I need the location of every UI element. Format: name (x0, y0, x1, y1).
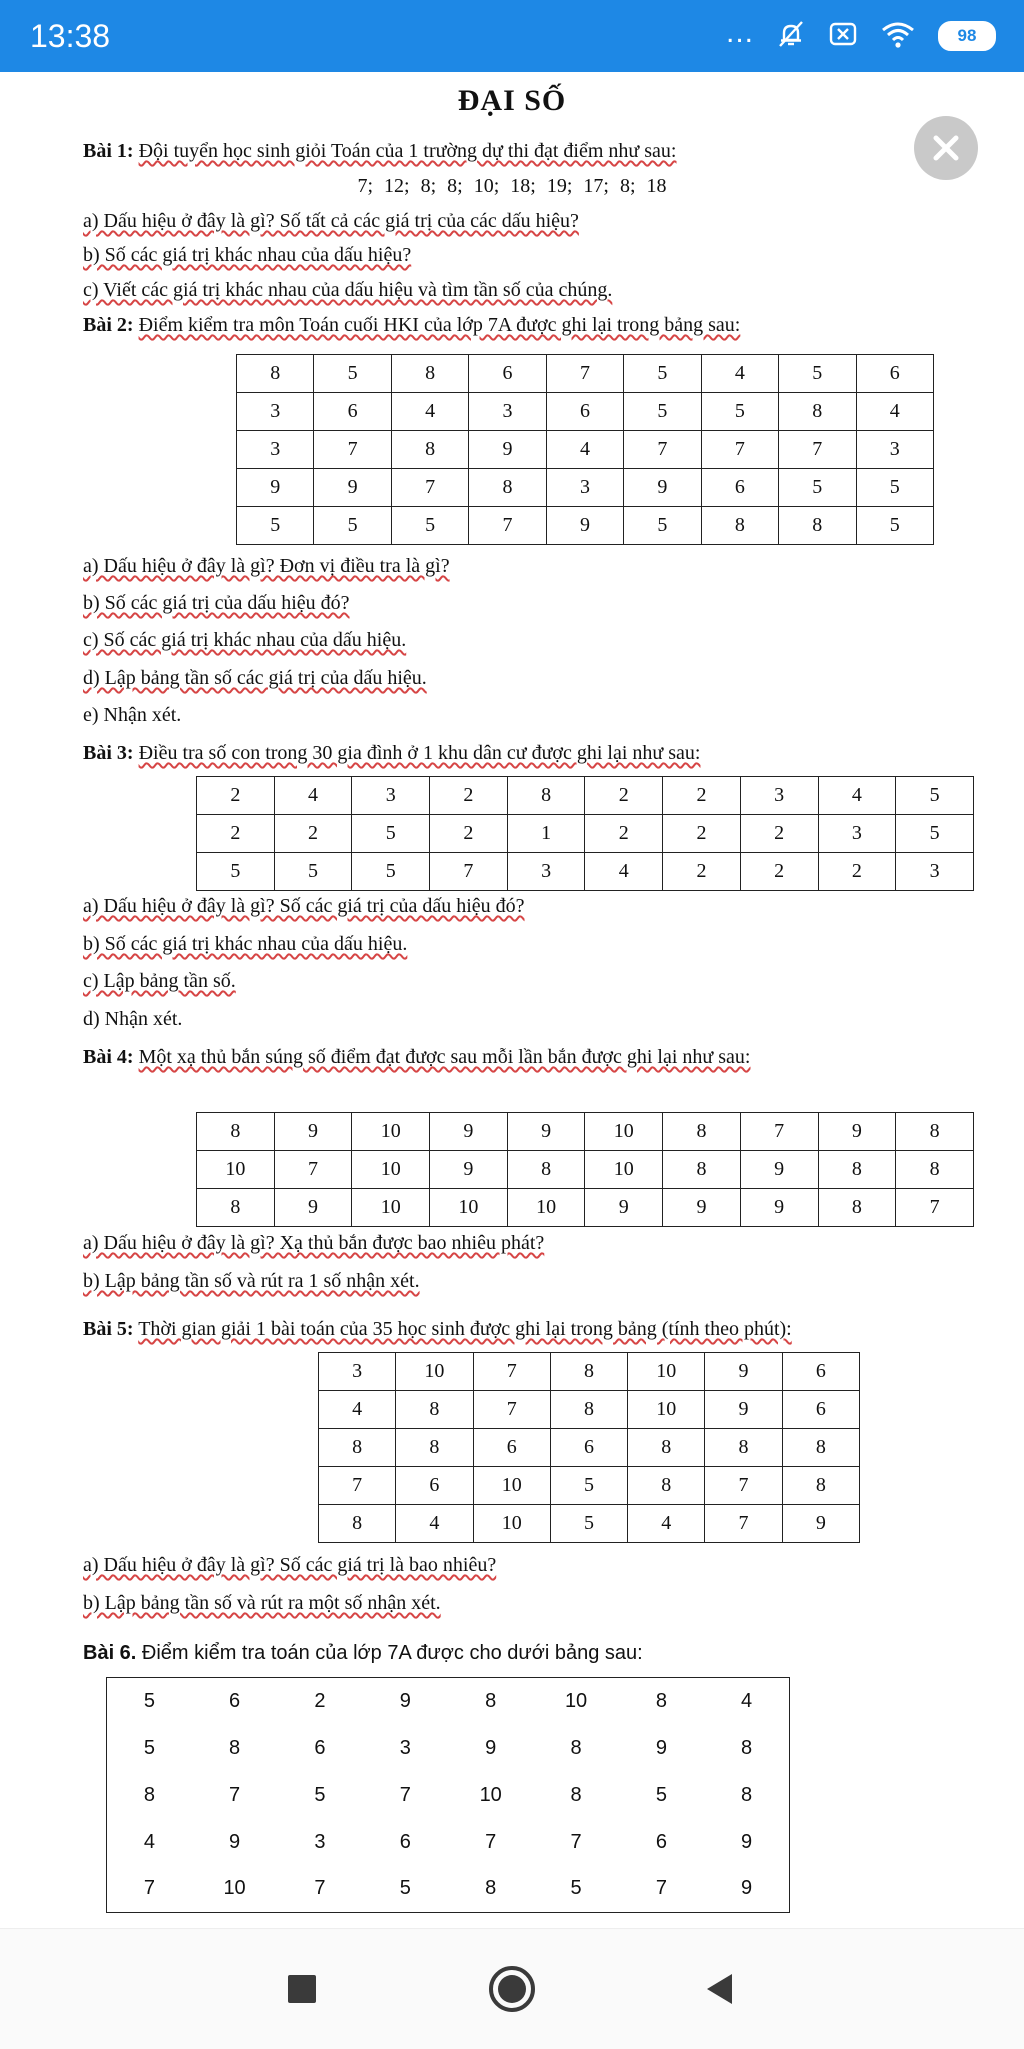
table-cell: 9 (741, 1830, 753, 1853)
table-cell: 4 (856, 393, 934, 431)
table-cell: 8 (779, 507, 856, 545)
table-cell: 3 (818, 815, 896, 853)
table-cell: 9 (430, 1113, 508, 1151)
table-cell: 2 (314, 1689, 326, 1712)
table-cell: 8 (485, 1877, 497, 1900)
table-cell: 7 (399, 1783, 411, 1806)
table-cell: 8 (779, 393, 856, 431)
table-row (107, 1819, 790, 1866)
table-row (197, 777, 974, 815)
table-cell: 4 (396, 1505, 473, 1543)
table-row (197, 1189, 974, 1227)
bai4-heading (83, 1046, 750, 1069)
table-cell: 7 (469, 507, 546, 545)
table-cell: 3 (314, 1830, 326, 1853)
table-cell: 9 (237, 469, 314, 507)
table-cell: 2 (585, 777, 663, 815)
close-button[interactable] (914, 116, 978, 180)
table-cell: 8 (391, 355, 468, 393)
back-triangle-icon (702, 1971, 738, 2007)
table-cell: 5 (896, 815, 974, 853)
table-row (107, 1725, 790, 1772)
table-cell: 9 (399, 1689, 411, 1712)
mute-bell-icon (776, 19, 806, 54)
table-row (237, 393, 934, 431)
table-cell: 6 (701, 469, 778, 507)
table-cell: 2 (585, 815, 663, 853)
bai4-table (196, 1112, 974, 1227)
table-cell: 8 (896, 1151, 974, 1189)
table-cell: 5 (352, 853, 430, 891)
table-cell: 9 (274, 1189, 352, 1227)
bai2-question-a: a) Dấu hiệu ở đây là gì? Đơn vị điều tra là gì? (83, 555, 450, 577)
home-button[interactable] (482, 1959, 542, 2019)
table-cell: 4 (319, 1391, 396, 1429)
table-cell: 2 (274, 815, 352, 853)
bai3-question-c: c) Lập bảng tần số. (83, 970, 236, 992)
table-cell: 4 (274, 777, 352, 815)
bai3-question-a: a) Dấu hiệu ở đây là gì? Số các giá trị của dấu hiệu đó? (83, 895, 525, 917)
bai4-text: Một xạ thủ bắn súng số điểm đạt được sau mỗi lần bắn được ghi lại như sau: (138, 1046, 751, 1068)
table-cell: 5 (550, 1505, 627, 1543)
bai1-data: 7; 12; 8; 8; 10; 18; 19; 17; 8; 18 (357, 175, 667, 197)
bai3-question-d: d) Nhận xét. (83, 1008, 183, 1030)
bai2-question-b: b) Số các giá trị của dấu hiệu đó? (83, 592, 350, 614)
bai5-label: Bài 5: (83, 1318, 134, 1340)
table-cell: 7 (624, 431, 701, 469)
table-cell: 6 (314, 1736, 326, 1759)
bai5-question-a: a) Dấu hiệu ở đây là gì? Số các giá trị là bao nhiêu? (83, 1554, 497, 1576)
table-row (107, 1772, 790, 1819)
table-cell: 5 (143, 1689, 155, 1712)
table-cell: 5 (896, 777, 974, 815)
table-cell: 10 (352, 1151, 430, 1189)
table-cell: 2 (430, 777, 508, 815)
table-cell: 3 (469, 393, 546, 431)
table-cell: 9 (546, 507, 623, 545)
table-cell: 7 (430, 853, 508, 891)
battery-icon: 98 (938, 21, 996, 51)
table-cell: 7 (655, 1877, 667, 1900)
table-cell: 9 (655, 1736, 667, 1759)
table-row (319, 1391, 860, 1429)
table-cell: 7 (485, 1830, 497, 1853)
table-cell: 7 (896, 1189, 974, 1227)
table-cell: 7 (319, 1467, 396, 1505)
table-cell: 2 (430, 815, 508, 853)
table-cell: 9 (741, 1877, 753, 1900)
table-cell: 8 (550, 1391, 627, 1429)
table-cell: 8 (507, 1151, 585, 1189)
table-cell: 9 (507, 1113, 585, 1151)
table-cell: 9 (469, 431, 546, 469)
table-row (237, 469, 934, 507)
table-cell: 5 (314, 355, 391, 393)
table-cell: 8 (818, 1151, 896, 1189)
table-row (319, 1353, 860, 1391)
more-dots: ... (725, 16, 754, 49)
table-cell: 8 (469, 469, 546, 507)
status-bar (0, 0, 1024, 72)
table-cell: 5 (550, 1467, 627, 1505)
table-cell: 6 (546, 393, 623, 431)
table-cell: 2 (197, 777, 275, 815)
table-cell: 5 (779, 469, 856, 507)
table-cell: 7 (473, 1353, 550, 1391)
table-cell: 8 (570, 1736, 582, 1759)
table-cell: 8 (741, 1783, 753, 1806)
table-row (197, 815, 974, 853)
table-cell: 9 (274, 1113, 352, 1151)
bai5-text: Thời gian giải 1 bài toán của 35 học sinh được ghi lại trong bảng (tính theo phút): (138, 1318, 792, 1340)
navigation-bar (0, 1928, 1024, 2049)
table-cell: 8 (507, 777, 585, 815)
table-cell: 4 (741, 1689, 753, 1712)
bai3-heading (83, 742, 700, 765)
bai1-question-a: a) Dấu hiệu ở đây là gì? Số tất cả các giá trị của các dấu hiệu? (83, 210, 579, 232)
table-cell: 7 (705, 1467, 782, 1505)
table-row (237, 431, 934, 469)
table-cell: 2 (663, 815, 741, 853)
table-cell: 2 (740, 815, 818, 853)
table-cell: 4 (585, 853, 663, 891)
table-cell: 4 (143, 1830, 155, 1853)
table-cell: 8 (485, 1689, 497, 1712)
table-cell: 9 (229, 1830, 241, 1853)
table-cell: 9 (314, 469, 391, 507)
bai2-table (236, 354, 934, 545)
recents-button[interactable] (272, 1959, 332, 2019)
table-cell: 5 (274, 853, 352, 891)
table-cell: 2 (197, 815, 275, 853)
table-cell: 3 (856, 431, 934, 469)
close-icon (931, 133, 961, 163)
table-cell: 4 (391, 393, 468, 431)
bai6-heading (83, 1642, 643, 1665)
table-row (197, 1113, 974, 1151)
table-cell: 9 (782, 1505, 859, 1543)
table-cell: 5 (779, 355, 856, 393)
table-cell: 7 (740, 1113, 818, 1151)
table-cell: 8 (782, 1467, 859, 1505)
table-cell: 5 (856, 469, 934, 507)
table-cell: 8 (391, 431, 468, 469)
table-cell: 6 (469, 355, 546, 393)
table-cell: 7 (143, 1877, 155, 1900)
table-cell: 5 (399, 1877, 411, 1900)
table-cell: 9 (663, 1189, 741, 1227)
page-title: ĐẠI SỐ (457, 84, 567, 117)
status-icons (726, 16, 996, 56)
table-cell: 10 (585, 1151, 663, 1189)
table-cell: 6 (473, 1429, 550, 1467)
table-cell: 8 (143, 1783, 155, 1806)
table-cell: 6 (396, 1467, 473, 1505)
table-cell: 6 (782, 1391, 859, 1429)
table-row (197, 1151, 974, 1189)
table-cell: 2 (663, 853, 741, 891)
table-cell: 9 (818, 1113, 896, 1151)
bai3-table (196, 776, 974, 891)
table-cell: 3 (399, 1736, 411, 1759)
bai3-question-b: b) Số các giá trị khác nhau của dấu hiệu. (83, 933, 408, 955)
table-cell: 10 (564, 1689, 588, 1712)
bai2-heading (83, 314, 740, 337)
table-row (319, 1505, 860, 1543)
table-cell: 10 (507, 1189, 585, 1227)
table-cell: 10 (430, 1189, 508, 1227)
table-cell: 9 (705, 1391, 782, 1429)
bai2-question-d: d) Lập bảng tần số các giá trị của dấu hiệu. (83, 667, 427, 689)
table-cell: 7 (701, 431, 778, 469)
table-cell: 3 (237, 393, 314, 431)
table-cell: 10 (352, 1113, 430, 1151)
bai3-label: Bài 3: (83, 742, 134, 764)
table-cell: 6 (856, 355, 934, 393)
table-cell: 10 (396, 1353, 473, 1391)
table-cell: 7 (473, 1391, 550, 1429)
status-time: 13:38 (30, 18, 111, 54)
table-cell: 7 (314, 431, 391, 469)
table-cell: 5 (701, 393, 778, 431)
table-cell: 5 (856, 507, 934, 545)
table-cell: 5 (655, 1783, 667, 1806)
bai6-text: Điểm kiểm tra toán của lớp 7A được cho dưới bảng sau: (141, 1642, 643, 1664)
bai5-question-b: b) Lập bảng tần số và rút ra một số nhận xét. (83, 1592, 441, 1614)
table-cell: 10 (473, 1467, 550, 1505)
table-cell: 4 (701, 355, 778, 393)
table-row (107, 1678, 790, 1725)
table-cell: 10 (197, 1151, 275, 1189)
table-cell: 7 (314, 1877, 326, 1900)
table-cell: 7 (391, 469, 468, 507)
table-row (319, 1429, 860, 1467)
table-cell: 8 (896, 1113, 974, 1151)
table-cell: 5 (624, 507, 701, 545)
table-cell: 8 (237, 355, 314, 393)
table-cell: 10 (585, 1113, 663, 1151)
table-cell: 5 (391, 507, 468, 545)
bai2-question-e: e) Nhận xét. (83, 704, 182, 726)
table-row (319, 1467, 860, 1505)
table-cell: 7 (705, 1505, 782, 1543)
table-cell: 8 (818, 1189, 896, 1227)
bai5-table (318, 1352, 860, 1543)
table-cell: 8 (319, 1429, 396, 1467)
table-cell: 8 (396, 1391, 473, 1429)
bai1-label: Bài 1: (83, 140, 134, 162)
table-cell: 3 (237, 431, 314, 469)
table-cell: 9 (740, 1151, 818, 1189)
table-row (197, 853, 974, 891)
table-cell: 5 (197, 853, 275, 891)
table-cell: 8 (628, 1467, 705, 1505)
bai6-table (106, 1677, 790, 1913)
table-row (237, 507, 934, 545)
table-cell: 7 (546, 355, 623, 393)
table-cell: 8 (550, 1353, 627, 1391)
bai1-question-c: c) Viết các giá trị khác nhau của dấu hiệu và tìm tần số của chúng. (83, 279, 613, 301)
table-cell: 3 (546, 469, 623, 507)
table-cell: 2 (740, 853, 818, 891)
table-cell: 9 (740, 1189, 818, 1227)
table-cell: 3 (740, 777, 818, 815)
table-cell: 9 (705, 1353, 782, 1391)
table-cell: 8 (197, 1113, 275, 1151)
table-cell: 9 (430, 1151, 508, 1189)
table-cell: 3 (507, 853, 585, 891)
table-cell: 5 (624, 393, 701, 431)
bai5-heading (83, 1318, 792, 1341)
table-cell: 7 (779, 431, 856, 469)
bai6-label: Bài 6. (83, 1642, 137, 1664)
table-cell: 8 (782, 1429, 859, 1467)
bai1-question-b: b) Số các giá trị khác nhau của dấu hiệu? (83, 244, 412, 266)
table-cell: 8 (741, 1736, 753, 1759)
table-cell: 10 (479, 1783, 502, 1806)
bai2-text: Điểm kiểm tra môn Toán cuối HKI của lớp 7A được ghi lại trong bảng sau: (138, 314, 741, 336)
table-cell: 6 (550, 1429, 627, 1467)
back-button[interactable] (690, 1959, 750, 2019)
table-cell: 3 (319, 1353, 396, 1391)
table-cell: 7 (229, 1783, 241, 1806)
wifi-icon (880, 19, 916, 54)
table-cell: 8 (655, 1689, 667, 1712)
table-cell: 2 (818, 853, 896, 891)
table-cell: 8 (663, 1113, 741, 1151)
table-cell: 2 (663, 777, 741, 815)
table-cell: 8 (701, 507, 778, 545)
bai4-label: Bài 4: (83, 1046, 134, 1068)
table-cell: 8 (663, 1151, 741, 1189)
table-cell: 10 (628, 1391, 705, 1429)
table-cell: 10 (628, 1353, 705, 1391)
table-cell: 8 (570, 1783, 582, 1806)
table-cell: 8 (628, 1429, 705, 1467)
table-cell: 10 (473, 1505, 550, 1543)
table-cell: 6 (399, 1830, 411, 1853)
table-cell: 9 (624, 469, 701, 507)
table-cell: 4 (818, 777, 896, 815)
table-cell: 9 (485, 1736, 497, 1759)
table-cell: 6 (314, 393, 391, 431)
bai3-text: Điều tra số con trong 30 gia đình ở 1 khu dân cư được ghi lại như sau: (138, 742, 701, 764)
table-cell: 5 (570, 1877, 582, 1900)
table-row (107, 1866, 790, 1913)
table-cell: 8 (705, 1429, 782, 1467)
sim-off-icon (828, 19, 858, 54)
table-cell: 7 (570, 1830, 582, 1853)
table-cell: 6 (782, 1353, 859, 1391)
table-cell: 6 (229, 1689, 241, 1712)
bai2-label: Bài 2: (83, 314, 134, 336)
table-cell: 8 (197, 1189, 275, 1227)
table-cell: 4 (628, 1505, 705, 1543)
table-cell: 8 (396, 1429, 473, 1467)
bai4-question-b: b) Lập bảng tần số và rút ra 1 số nhận xét. (83, 1270, 420, 1292)
table-cell: 5 (143, 1736, 155, 1759)
bai1-text: Đội tuyển học sinh giỏi Toán của 1 trường dự thi đạt điểm như sau: (138, 140, 677, 162)
table-cell: 5 (314, 1783, 326, 1806)
table-cell: 10 (223, 1877, 246, 1900)
bai1-heading (83, 140, 676, 163)
table-cell: 5 (237, 507, 314, 545)
table-cell: 5 (624, 355, 701, 393)
table-cell: 6 (655, 1830, 667, 1853)
square-icon (286, 1973, 318, 2005)
table-cell: 1 (507, 815, 585, 853)
bai2-question-c: c) Số các giá trị khác nhau của dấu hiệu. (83, 629, 407, 651)
home-circle-icon (487, 1964, 537, 2014)
table-cell: 10 (352, 1189, 430, 1227)
table-cell: 3 (896, 853, 974, 891)
table-cell: 3 (352, 777, 430, 815)
table-cell: 8 (319, 1505, 396, 1543)
table-cell: 4 (546, 431, 623, 469)
table-cell: 9 (585, 1189, 663, 1227)
table-cell: 5 (314, 507, 391, 545)
bai4-question-a: a) Dấu hiệu ở đây là gì? Xạ thủ bắn được bao nhiêu phát? (83, 1232, 545, 1254)
table-cell: 5 (352, 815, 430, 853)
table-cell: 8 (229, 1736, 241, 1759)
table-row (237, 355, 934, 393)
table-cell: 7 (274, 1151, 352, 1189)
document-image (0, 72, 1024, 1922)
